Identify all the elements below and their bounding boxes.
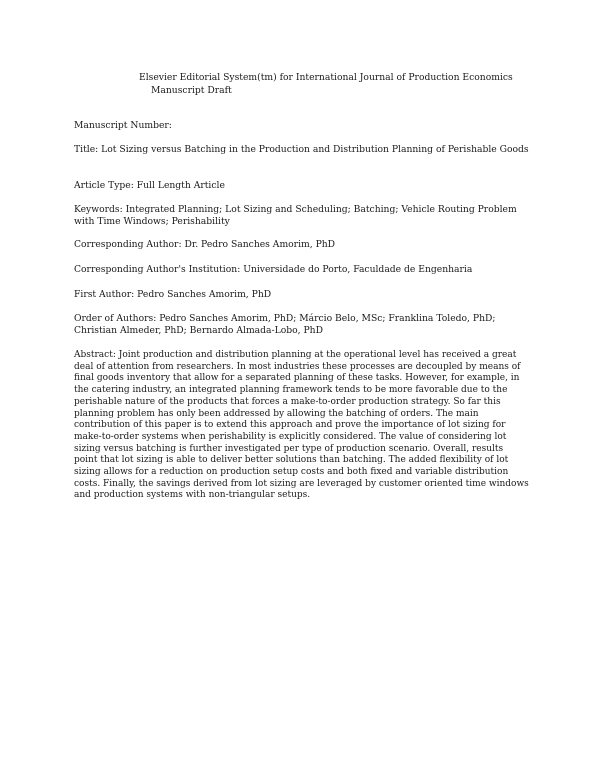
editorial-header [139, 71, 539, 97]
manuscript-number: Manuscript Number: [74, 120, 172, 131]
header-system-line: Elsevier Editorial System(tm) for International Journal of Production Economics [139, 72, 513, 83]
first-author: First Author: Pedro Sanches Amorim, PhD [74, 289, 272, 300]
article-type: Article Type: Full Length Article [74, 180, 225, 191]
manuscript-title: Title: Lot Sizing versus Batching in the Production and Distribution Planning of Perishable Goods [74, 144, 529, 155]
keywords: Keywords: Integrated Planning; Lot Sizing and Scheduling; Batching; Vehicle Routing Problem with Time Windows; Perishability [74, 204, 517, 227]
abstract: Abstract: Joint production and distribution planning at the operational level has received a great deal of attention from researchers. In most industries these processes are decoupled by means of final goods inventory that allow for a separated planning of these tasks. However, for example, in the catering industry, an integrated planning framework tends to be more favorable due to the perishable nature of the products that forces a make-to-order production strategy. So far this planning problem has only been addressed by allowing the batching of orders. The main contribution of this paper is to extend this approach and prove the importance of lot sizing for make-to-order systems when perishability is explicitly considered. The value of considering lot sizing versus batching is further investigated per type of production scenario. Overall, results point that lot sizing is able to deliver better solutions than batching. The added flexibility of lot sizing allows for a reduction on production setup costs and both fixed and variable distribution costs. Finally, the savings derived from lot sizing are leveraged by customer oriented time windows and production systems with non-triangular setups. [74, 350, 529, 501]
corresponding-author: Corresponding Author: Dr. Pedro Sanches Amorim, PhD [74, 239, 336, 250]
order-of-authors: Order of Authors: Pedro Sanches Amorim, PhD; Márcio Belo, MSc; Franklina Toledo, PhD; Christian Almeder, PhD; Bernardo Almada-Lobo, PhD [74, 313, 496, 336]
corresponding-institution: Corresponding Author's Institution: Universidade do Porto, Faculdade de Engenharia [74, 264, 473, 275]
header-draft-line: Manuscript Draft [151, 85, 232, 96]
